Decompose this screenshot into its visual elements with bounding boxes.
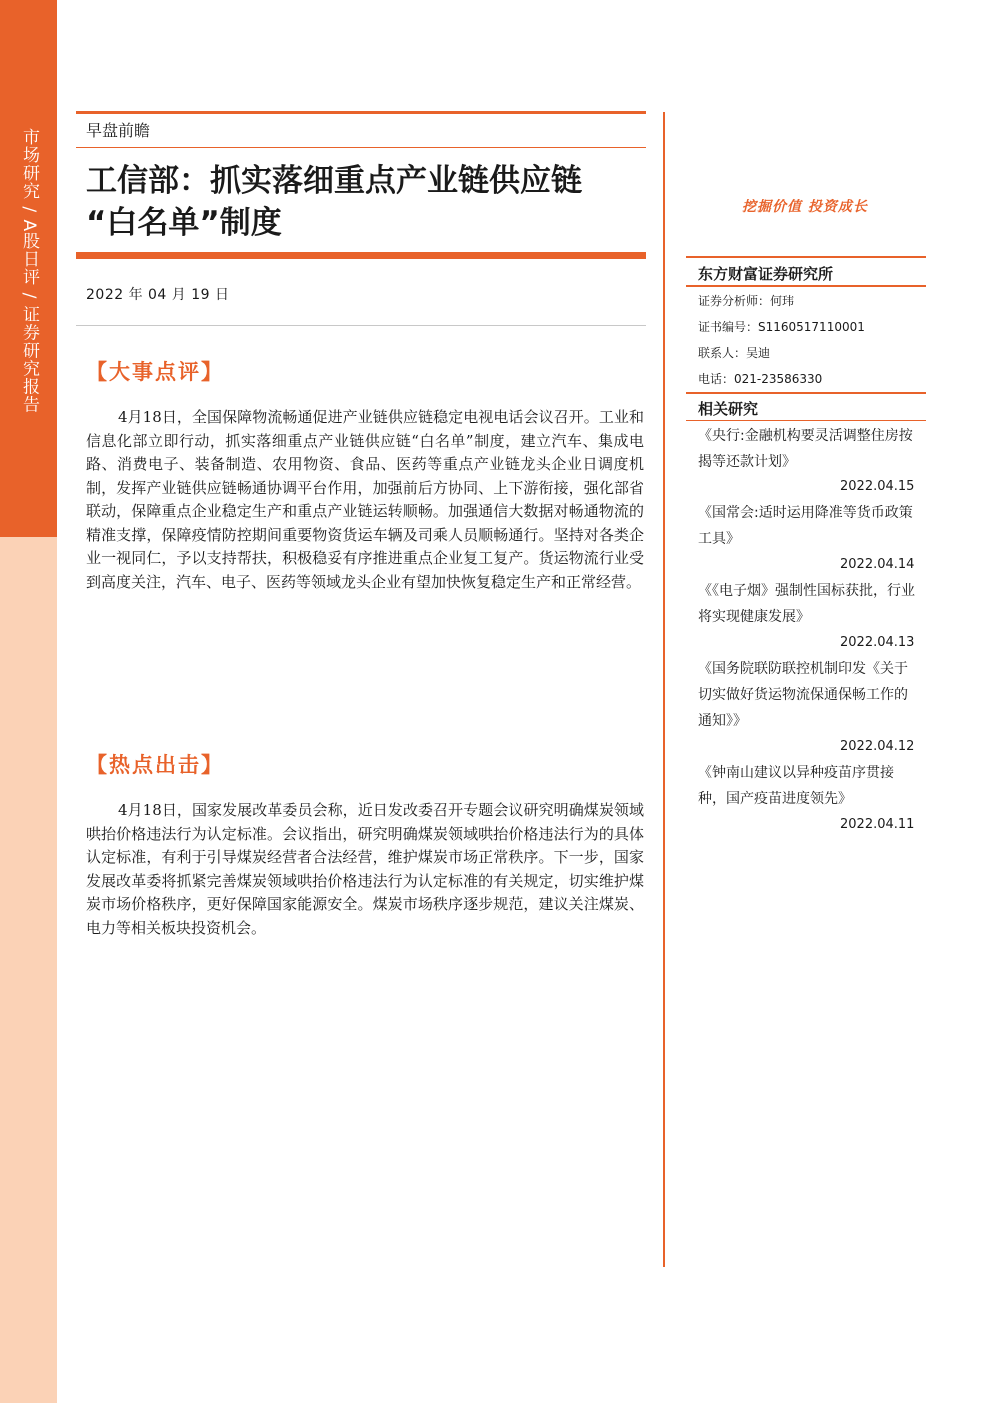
- date-divider: [76, 325, 646, 326]
- related-research-heading: 相关研究: [698, 400, 759, 418]
- certificate-number: 证书编号：S1160517110001: [698, 320, 865, 334]
- section-label: 早盘前瞻: [86, 121, 151, 140]
- related-item-date: 2022.04.12: [840, 739, 915, 754]
- phone-number: 电话：021-23586330: [698, 372, 823, 386]
- related-item-date: 2022.04.14: [840, 557, 915, 572]
- contact-person: 联系人：吴迪: [698, 346, 771, 360]
- report-date: 2022 年 04 月 19 日: [86, 287, 230, 303]
- related-bottom-rule: [686, 420, 926, 421]
- related-item-title[interactable]: 《央行:金融机构要灵活调整住房按揭等还款计划》: [698, 428, 913, 470]
- related-item-title[interactable]: 《《电子烟》强制性国标获批，行业将实现健康发展》: [698, 583, 915, 625]
- institute-top-rule: [686, 256, 926, 258]
- related-top-rule: [686, 392, 926, 394]
- sidebar-light-band: [0, 537, 57, 1403]
- column-divider: [663, 112, 665, 1267]
- hotspot-heading: 【热点出击】: [86, 752, 224, 777]
- related-item-title[interactable]: 《钟南山建议以异种疫苗序贯接种，国产疫苗进度领先》: [698, 765, 894, 807]
- analyst-name: 证券分析师：何玮: [698, 294, 795, 308]
- events-paragraph: 4月18日，全国保障物流畅通促进产业链供应链稳定电视电话会议召开。工业和信息化部立即行动，抓实落细重点产业链供应链“白名单”制度，建立汽车、集成电路、消费电子、装备制造、农用物资、食品、医药等重点产业链龙头企业日调度机制，发挥产业链供应链畅通协调平台作用，加强前后方协同、上下游衔接，强化部省联动，保障重点企业稳定生产和重点产业链运转顺畅。加强通信大数据对畅通物流的精准支撑，保障疫情防控期间重要物资货运车辆及司乘人员顺畅通行。坚持对各类企业一视同仁，予以支持帮扶，积极稳妥有序推进重点企业复工复产。货运物流行业受到高度关注，汽车、电子、医药等领域龙头企业有望加快恢复稳定生产和正常经营。: [86, 408, 644, 591]
- institute-bottom-rule: [686, 285, 926, 287]
- title-line-2: “白名单”制度: [86, 205, 282, 241]
- header-divider: [76, 147, 646, 148]
- header-top-rule: [76, 111, 646, 114]
- related-item-title[interactable]: 《国务院联防联控机制印发《关于切实做好货运物流保通保畅工作的通知》》: [698, 661, 908, 729]
- slogan: 挖掘价值 投资成长: [742, 199, 868, 215]
- institute-name: 东方财富证券研究所: [698, 265, 834, 283]
- hotspot-paragraph: 4月18日，国家发展改革委员会称，近日发改委召开专题会议研究明确煤炭领域哄抬价格违法行为认定标准。会议指出，研究明确煤炭领域哄抬价格违法行为的具体认定标准，有利于引导煤炭经营者合法经营，维护煤炭市场正常秩序。下一步，国家发展改革委将抓紧完善煤炭领域哄抬价格违法行为认定标准的有关规定，切实维护煤炭市场价格秩序，更好保障国家能源安全。煤炭市场秩序逐步规范，建议关注煤炭、电力等相关板块投资机会。: [86, 801, 644, 937]
- title-bottom-rule: [76, 252, 646, 259]
- related-item-title[interactable]: 《国常会:适时运用降准等货币政策工具》: [698, 505, 913, 547]
- sidebar-category-label: 市场研究 / A股日评 / 证券研究报告: [19, 128, 39, 414]
- page-title: [86, 160, 656, 244]
- title-line-1: 工信部：抓实落细重点产业链供应链: [86, 163, 582, 199]
- events-heading: 【大事点评】: [86, 359, 224, 384]
- related-item-date: 2022.04.13: [840, 635, 915, 650]
- related-item-date: 2022.04.11: [840, 817, 915, 832]
- related-item-date: 2022.04.15: [840, 479, 915, 494]
